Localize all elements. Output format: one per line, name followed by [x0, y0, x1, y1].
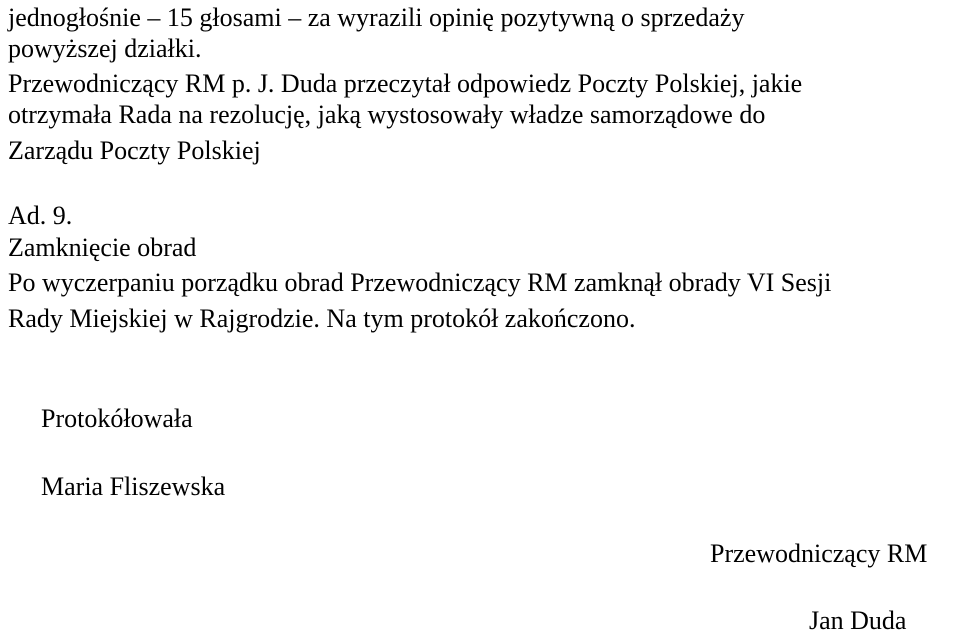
section-title: Zamknięcie obrad [8, 233, 197, 262]
section-heading: Ad. 9. [8, 201, 73, 230]
text-line: Przewodniczący RM p. J. Duda przeczytał odpowiedz Poczty Polskiej, jakie [8, 69, 803, 98]
text-line: otrzymała Rada na rezolucję, jaką wystosowały władze samorządowe do [8, 100, 766, 129]
recorder-name: Maria Fliszewska [41, 472, 226, 501]
chair-label: Przewodniczący RM [710, 539, 928, 568]
text-line: Rady Miejskiej w Rajgrodzie. Na tym protokół zakończono. [8, 304, 636, 333]
text-line: Po wyczerpaniu porządku obrad Przewodniczący RM zamknął obrady VI Sesji [8, 268, 832, 297]
text-line: jednogłośnie – 15 głosami – za wyrazili opinię pozytywną o sprzedaży [8, 3, 745, 32]
recorder-label: Protokółowała [41, 404, 193, 433]
chair-name: Jan Duda [809, 606, 907, 635]
text-line: Zarządu Poczty Polskiej [8, 136, 261, 165]
text-line: powyższej działki. [8, 34, 202, 63]
